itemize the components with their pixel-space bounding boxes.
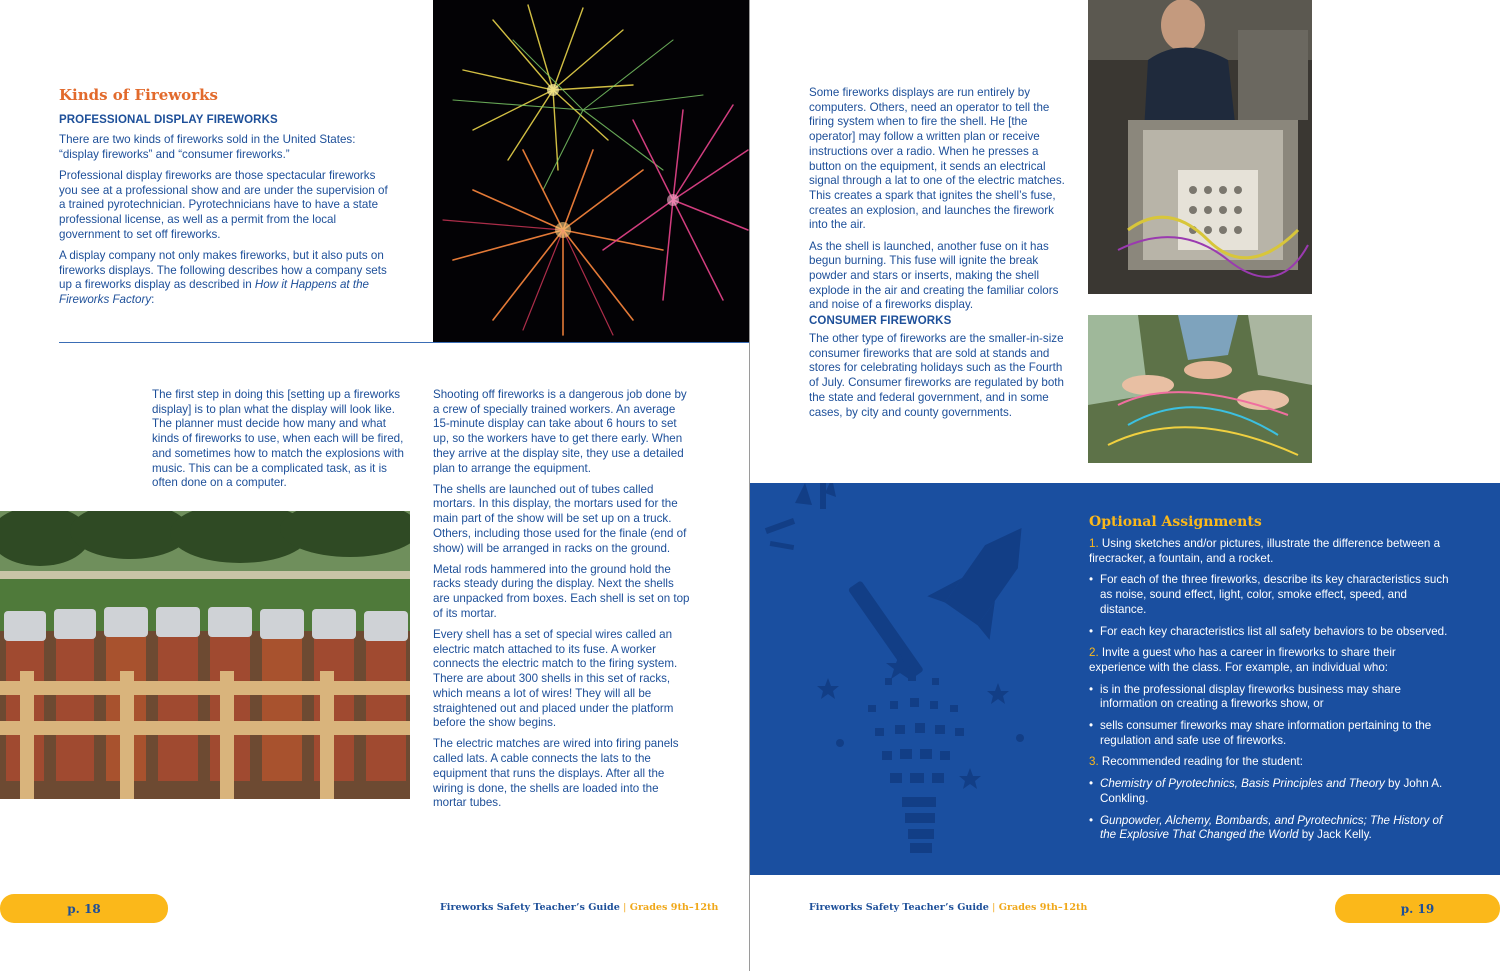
intro-paragraph-3: A display company not only makes fireworks, but it also puts on fireworks displays. The following describes how a company sets up a fireworks display as described in How it Happens at the Fireworks Factory: bbox=[59, 248, 387, 307]
page-heading: Kinds of Fireworks bbox=[59, 86, 218, 104]
quote-paragraph: Metal rods hammered into the ground hold the racks steady during the display. Next the shells are unpacked from boxes. Each shell is set on top of its mortar. bbox=[433, 562, 690, 620]
consumer-fireworks-photo bbox=[1088, 315, 1312, 463]
quote-paragraph: The electric matches are wired into firing panels called lats. A cable connects the lats to the equipment that runs the displays. After all the wiring is done, the shells are loaded into the mortar tubes. bbox=[433, 737, 679, 810]
operator-paragraph: As the shell is launched, another fuse on it has begun burning. This fuse will ignite the break powder and stars or inserts, making the shell explode in the air and creating the familiar colors and noise of a fireworks display. bbox=[809, 239, 1059, 312]
fireworks-photo bbox=[433, 0, 749, 342]
list-item: 1. Using sketches and/or pictures, illustrate the difference between a firecracker, a fountain, and a rocket. bbox=[1089, 537, 1441, 565]
list-item: • is in the professional display fireworks business may share information on creating a fireworks show, or bbox=[1089, 683, 1449, 712]
quote-column-2 bbox=[433, 388, 693, 817]
operator-photo bbox=[1088, 0, 1312, 294]
quote-paragraph: Shooting off fireworks is a dangerous job done by a crew of specially trained workers. An average 15-minute display can take about 6 hours to set up, so the workers have to get there early. When they arrive at the display site, they use a detailed plan to arrange the equipment. bbox=[433, 388, 687, 475]
mortar-racks-photo bbox=[0, 511, 410, 799]
list-item: • For each key characteristics list all safety behaviors to be observed. bbox=[1089, 625, 1449, 640]
list-item: 3. Recommended reading for the student: bbox=[1089, 755, 1303, 769]
reading-item: • Chemistry of Pyrotechnics, Basis Principles and Theory by John A. Conkling. bbox=[1089, 777, 1449, 806]
quote-paragraph: The shells are launched out of tubes called mortars. In this display, the mortars used for the main part of the show will be set up on a truck. Others, including those used for the finale (end of show) will be arranged in racks on the ground. bbox=[433, 482, 687, 555]
assignments-list bbox=[1089, 537, 1449, 850]
list-item: • sells consumer fireworks may share information pertaining to the regulation and safe use of fireworks. bbox=[1089, 719, 1449, 748]
optional-assignments-panel bbox=[750, 483, 1500, 875]
list-item: • For each of the three fireworks, describe its key characteristics such as noise, sound effect, light, color, smoke effect, speed, and distance. bbox=[1089, 573, 1449, 617]
section-divider bbox=[59, 342, 749, 343]
intro-paragraph-1: There are two kinds of fireworks sold in the United States: “display fireworks” and “consumer fireworks.” bbox=[59, 133, 356, 161]
operator-text bbox=[809, 86, 1071, 320]
section-subhead-consumer: CONSUMER FIREWORKS bbox=[809, 315, 952, 327]
list-item: 2. Invite a guest who has a career in fireworks to share their experience with the class. For example, an individual who: bbox=[1089, 646, 1396, 674]
page-number-badge: p. 19 bbox=[1335, 894, 1500, 923]
assignments-title: Optional Assignments bbox=[1089, 514, 1262, 530]
reading-item: • Gunpowder, Alchemy, Bombards, and Pyrotechnics; The History of the Explosive That Changed the World by Jack Kelly. bbox=[1089, 814, 1449, 843]
consumer-text: The other type of fireworks are the smaller-in-size consumer fireworks that are sold at stands and stores for celebrating holidays such as the Fourth of July. Consumer fireworks are regulated by both the state and federal government, and in some cases, by city and county governments. bbox=[809, 332, 1064, 419]
book-title: How it Happens at the Fireworks Factory bbox=[59, 278, 369, 307]
quote-paragraph: Every shell has a set of special wires called an electric match attached to its fuse. A worker connects the electric match to the firing system. There are about 300 shells in this set of racks, which means a lot of wires! They will all be straightened out and placed under the platform before the show begins. bbox=[433, 628, 678, 730]
section-subhead-professional: PROFESSIONAL DISPLAY FIREWORKS bbox=[59, 114, 278, 126]
operator-paragraph: Some fireworks displays are run entirely by computers. Others, need an operator to tell the firing system when to fire the shell. He [the operator] may follow a written plan or receive instructions over a radio. When he presses a button on the equipment, it sends an electrical signal through a lat to one of the electric matches. This creates a spark that ignites the shell’s fuse, creates an explosion, and launches the firework into the air. bbox=[809, 86, 1065, 232]
left-page bbox=[0, 0, 749, 971]
footer-guide-title: Fireworks Safety Teacher’s Guide | Grades 9th–12th bbox=[809, 902, 1088, 913]
intro-text bbox=[59, 133, 394, 314]
right-page bbox=[750, 0, 1500, 971]
quote-column-1: The first step in doing this [setting up a fireworks display] is to plan what the display will look like. The planner must decide how many and what kinds of fireworks to use, when each will be fired, and sometimes how to match the explosions with music. This can be a complicated task, as it is often done on a computer. bbox=[152, 388, 404, 490]
intro-paragraph-2: Professional display fireworks are those spectacular fireworks you see at a professional show and are under the supervision of a trained pyrotechnician. Pyrotechnicians have to have a state professional license, as well as a permit from the local government to set off fireworks. bbox=[59, 168, 388, 241]
fireworks-illustration-icon bbox=[750, 483, 1070, 875]
footer-guide-title: Fireworks Safety Teacher’s Guide | Grades 9th–12th bbox=[440, 902, 719, 913]
page-number-badge: p. 18 bbox=[0, 894, 168, 923]
